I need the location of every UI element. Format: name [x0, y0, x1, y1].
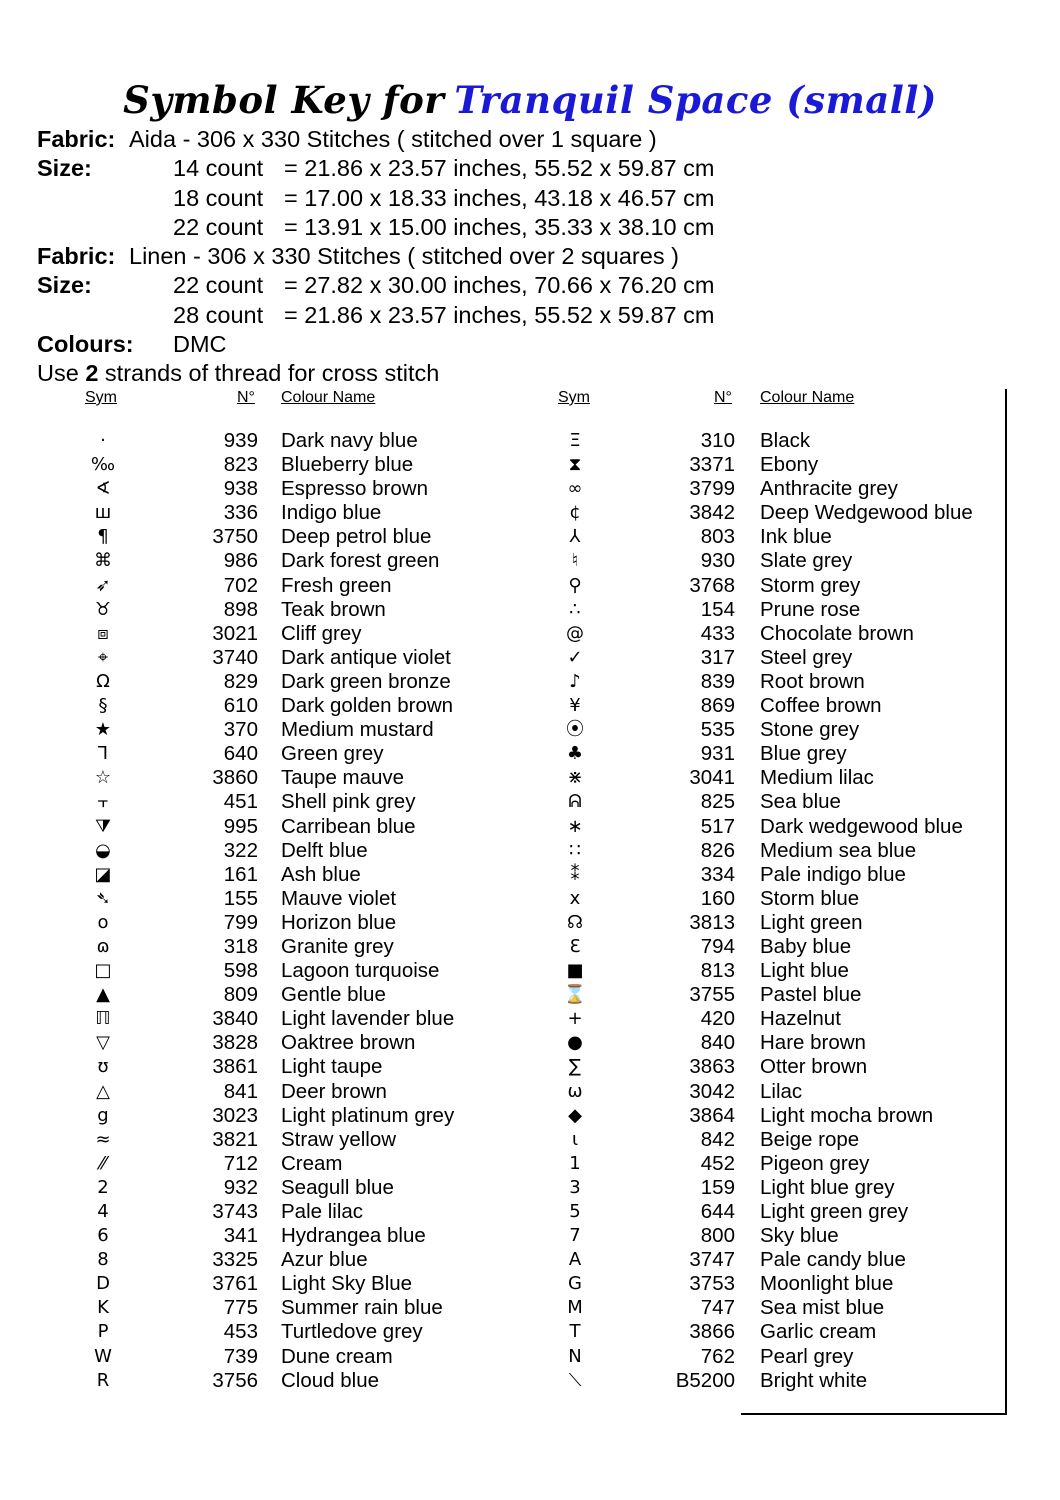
colour-name: Otter brown — [760, 1055, 868, 1079]
symbol-glyph: 7 — [569, 1225, 581, 1247]
symbol-glyph: M — [567, 1297, 583, 1319]
symbol-glyph: ★ — [94, 719, 112, 741]
symbol-glyph: ∢ — [95, 478, 111, 500]
colour-name: Medium mustard — [281, 718, 434, 742]
symbol-glyph: Ɛ — [569, 935, 581, 957]
colour-name: Pale lilac — [281, 1200, 364, 1223]
strands-post: strands of thread for cross stitch — [98, 360, 440, 386]
symbol-glyph: ♮ — [571, 550, 579, 572]
symbol-glyph: ♣ — [566, 743, 584, 765]
colour-name: Light green — [760, 910, 863, 934]
dmc-number: 420 — [700, 1007, 735, 1031]
colour-name: Coffee brown — [760, 694, 882, 718]
symbol-glyph: ⌛ — [563, 984, 587, 1006]
dmc-number: 775 — [223, 1296, 258, 1320]
dmc-number: 3021 — [212, 621, 258, 645]
dmc-number: 3813 — [689, 910, 735, 934]
colour-name: Steel grey — [760, 645, 853, 669]
dmc-number: 702 — [223, 573, 258, 597]
symbol-glyph: ¢ — [569, 502, 581, 524]
dmc-number: 3864 — [689, 1103, 735, 1127]
dmc-number: 155 — [223, 886, 258, 910]
fabric-linen-text: Linen - 306 x 330 Stitches ( stitched over 2 squares ) — [129, 243, 679, 270]
colour-name: Deep petrol blue — [281, 525, 432, 549]
colour-name: Ash blue — [281, 862, 361, 886]
dmc-number: 803 — [700, 525, 735, 549]
colour-name: Slate grey — [760, 549, 853, 573]
symbol-glyph: o — [97, 911, 109, 933]
colour-name: Sea mist blue — [760, 1296, 885, 1320]
colour-name: Turtledove grey — [281, 1320, 423, 1344]
symbol-glyph: ℿ — [95, 1008, 111, 1030]
colour-name: Medium sea blue — [760, 838, 917, 862]
size-dims: = 21.86 x 23.57 inches, 55.52 x 59.87 cm — [284, 301, 715, 328]
dmc-number: 3325 — [212, 1248, 258, 1272]
dmc-number: 3753 — [689, 1272, 735, 1296]
dmc-number: 3840 — [212, 1007, 258, 1031]
symbol-glyph: ☆ — [94, 767, 112, 789]
colour-name: Delft blue — [281, 838, 368, 862]
colour-name: Chocolate brown — [760, 621, 914, 645]
colour-name: Sky blue — [760, 1224, 839, 1248]
symbol-glyph: ᕱ — [568, 791, 582, 813]
colour-name: Light blue — [760, 959, 849, 983]
dmc-number: 433 — [700, 621, 735, 645]
symbol-glyph: ◆ — [568, 1104, 582, 1126]
colour-name: Green grey — [281, 742, 384, 766]
colour-name: Shell pink grey — [281, 790, 416, 814]
symbol-glyph: R — [96, 1369, 110, 1391]
dmc-number: 3828 — [212, 1031, 258, 1055]
symbol-glyph: A — [568, 1249, 582, 1271]
symbol-glyph: ≈ — [95, 1128, 111, 1150]
colour-name: Dark green bronze — [281, 669, 451, 693]
dmc-number: 452 — [700, 1151, 735, 1175]
symbol-glyph: ⋇ — [567, 767, 583, 789]
dmc-number: 840 — [700, 1031, 735, 1055]
colour-name: Cream — [281, 1151, 343, 1175]
size-dims: = 13.91 x 15.00 inches, 35.33 x 38.10 cm — [284, 213, 715, 240]
size-label: Size: — [37, 155, 92, 182]
title-prefix: Symbol Key for — [123, 78, 445, 122]
size-label: Size: — [37, 272, 92, 299]
symbol-glyph: ɩ — [571, 1128, 579, 1150]
dmc-number: 160 — [700, 886, 735, 910]
dmc-number: 829 — [223, 669, 258, 693]
dmc-number: 535 — [700, 718, 735, 742]
colour-name: Mauve violet — [281, 886, 397, 910]
dmc-number: 451 — [223, 790, 258, 814]
colour-name: Prune rose — [760, 597, 861, 621]
dmc-number: 318 — [223, 934, 258, 958]
dmc-number: 839 — [700, 669, 735, 693]
dmc-number: 3756 — [212, 1368, 258, 1392]
size-dims: = 21.86 x 23.57 inches, 55.52 x 59.87 cm — [284, 155, 715, 182]
header-name-left: Colour Name — [281, 389, 376, 406]
symbol-glyph: ➶ — [95, 574, 111, 596]
colour-name: Light Sky Blue — [281, 1272, 413, 1296]
colour-name: Anthracite grey — [760, 477, 898, 501]
symbol-glyph: ⟍ — [568, 1369, 582, 1391]
header-name-right: Colour Name — [760, 389, 855, 406]
symbol-glyph: ∗ — [567, 815, 583, 837]
symbol-glyph: 8 — [97, 1249, 109, 1271]
size-count: 22 count — [173, 272, 264, 299]
dmc-number: 739 — [223, 1344, 258, 1368]
header-num-left: N° — [237, 389, 255, 406]
dmc-number: 995 — [223, 814, 258, 838]
dmc-number: 161 — [223, 862, 258, 886]
size-count: 28 count — [173, 301, 264, 328]
symbol-glyph: ✓ — [567, 646, 583, 668]
symbol-glyph: ⁄⁄ — [99, 1152, 106, 1174]
colour-name: Root brown — [760, 669, 865, 693]
symbol-glyph: ◒ — [95, 839, 111, 861]
symbol-glyph: § — [98, 695, 108, 717]
symbol-glyph: ☊ — [567, 911, 583, 933]
symbol-glyph: + — [567, 1008, 583, 1030]
dmc-number: 986 — [223, 549, 258, 573]
colour-name: Light lavender blue — [281, 1007, 455, 1031]
symbol-glyph: 5 — [569, 1201, 581, 1222]
dmc-number: 3861 — [212, 1055, 258, 1079]
colour-name: Storm grey — [760, 573, 861, 597]
size-count: 14 count — [173, 155, 264, 182]
colour-name: Pigeon grey — [760, 1151, 870, 1175]
dmc-number: 154 — [700, 597, 735, 621]
dmc-number: 825 — [700, 790, 735, 814]
symbol-glyph: ▲ — [96, 984, 110, 1006]
dmc-number: B5200 — [675, 1368, 735, 1392]
colour-name: Garlic cream — [760, 1320, 877, 1344]
symbol-glyph: ⁑ — [570, 863, 580, 885]
strands-count: 2 — [85, 360, 99, 386]
symbol-glyph: ⌘ — [94, 550, 112, 572]
dmc-number: 310 — [700, 429, 735, 452]
page-title — [0, 78, 1060, 122]
dmc-number: 800 — [700, 1224, 735, 1248]
header-num-right: N° — [714, 389, 732, 406]
size-count: 22 count — [173, 213, 264, 240]
symbol-glyph: ω — [567, 1080, 583, 1102]
symbol-glyph: K — [97, 1297, 109, 1319]
colour-name: Light taupe — [281, 1055, 383, 1079]
symbol-glyph: Ξ — [569, 430, 581, 451]
colour-name: Cliff grey — [281, 621, 362, 645]
colour-name: Dune cream — [281, 1344, 393, 1368]
colour-name: Hazelnut — [760, 1007, 841, 1031]
colour-name: Espresso brown — [281, 477, 428, 501]
dmc-number: 341 — [223, 1224, 258, 1248]
colour-name: Sea blue — [760, 790, 841, 814]
symbol-glyph: ∴ — [569, 598, 581, 620]
colour-name: Hare brown — [760, 1031, 866, 1055]
symbol-glyph: □ — [94, 960, 112, 982]
dmc-number: 762 — [700, 1344, 735, 1368]
colour-name: Bright white — [760, 1368, 868, 1392]
dmc-number: 644 — [700, 1200, 735, 1223]
colour-name: Cloud blue — [281, 1368, 380, 1392]
strands-pre: Use — [37, 360, 86, 386]
dmc-number: 640 — [223, 742, 258, 766]
colour-name: Dark antique violet — [281, 645, 451, 669]
pattern-name: Tranquil Space (small) — [454, 78, 937, 122]
colour-name: Light mocha brown — [760, 1103, 934, 1127]
dmc-number: 809 — [223, 983, 258, 1007]
symbol-glyph: g — [97, 1104, 109, 1126]
symbol-glyph: · — [100, 430, 106, 451]
colour-name: Deep Wedgewood blue — [760, 501, 973, 525]
dmc-number: 826 — [700, 838, 735, 862]
colour-name: Moonlight blue — [760, 1272, 894, 1296]
symbol-glyph: ⧗ — [568, 454, 582, 476]
symbol-glyph: 3 — [569, 1176, 581, 1198]
colour-name: Horizon blue — [281, 910, 397, 934]
colour-name: Summer rain blue — [281, 1296, 443, 1320]
strands-instruction — [37, 360, 439, 387]
colour-name: Dark forest green — [281, 549, 440, 573]
symbol-glyph: G — [568, 1273, 582, 1295]
symbol-glyph: ⧈ — [97, 622, 109, 644]
dmc-number: 842 — [700, 1127, 735, 1151]
dmc-number: 159 — [700, 1175, 735, 1199]
dmc-number: 3041 — [689, 766, 735, 790]
colour-name: Taupe mauve — [281, 766, 405, 790]
colour-name: Light green grey — [760, 1200, 909, 1223]
dmc-number: 370 — [223, 718, 258, 742]
symbol-glyph: W — [94, 1345, 112, 1367]
dmc-number: 3768 — [689, 573, 735, 597]
dmc-number: 3799 — [689, 477, 735, 501]
colour-name: Indigo blue — [281, 501, 382, 525]
colour-name: Fresh green — [281, 573, 392, 597]
header-sym-right: Sym — [558, 389, 590, 406]
dmc-number: 931 — [700, 742, 735, 766]
colour-name: Azur blue — [281, 1248, 368, 1272]
dmc-number: 939 — [223, 429, 258, 452]
dmc-number: 3863 — [689, 1055, 735, 1079]
symbol-glyph: ■ — [566, 960, 584, 982]
dmc-number: 3860 — [212, 766, 258, 790]
colour-name: Light blue grey — [760, 1175, 895, 1199]
colour-name: Light platinum grey — [281, 1103, 455, 1127]
colour-name: Granite grey — [281, 934, 394, 958]
symbol-glyph: @ — [566, 622, 584, 644]
symbol-glyph: D — [96, 1273, 110, 1295]
dmc-number: 3866 — [689, 1320, 735, 1344]
colour-name: Pale candy blue — [760, 1248, 906, 1272]
colour-name: Storm blue — [760, 886, 860, 910]
dmc-number: 869 — [700, 694, 735, 718]
dmc-number: 938 — [223, 477, 258, 501]
size-dims: = 17.00 x 18.33 inches, 43.18 x 46.57 cm — [284, 184, 715, 211]
symbol-glyph: ‰ — [90, 454, 116, 476]
symbol-glyph: ʊ — [97, 1056, 109, 1078]
colour-name: Dark wedgewood blue — [760, 814, 963, 838]
dmc-number: 3761 — [212, 1272, 258, 1296]
symbol-glyph: x — [569, 887, 581, 909]
symbol-glyph: ɷ — [96, 935, 110, 957]
symbol-glyph: ⅄ — [569, 526, 581, 548]
colour-name: Hydrangea blue — [281, 1224, 426, 1248]
fabric-aida-text: Aida - 306 x 330 Stitches ( stitched over 1 square ) — [129, 126, 657, 152]
dmc-number: 453 — [223, 1320, 258, 1344]
symbol-glyph: ⦿ — [566, 719, 584, 741]
colour-name: Blueberry blue — [281, 453, 414, 477]
dmc-number: 317 — [700, 645, 735, 669]
colour-name: Pale indigo blue — [760, 862, 906, 886]
symbol-glyph: ♉ — [94, 598, 112, 620]
dmc-number: 3750 — [212, 525, 258, 549]
colour-name: Straw yellow — [281, 1127, 397, 1151]
dmc-number: 799 — [223, 910, 258, 934]
symbol-glyph: ш — [94, 502, 112, 524]
symbol-glyph: ♪ — [569, 670, 581, 692]
colour-name: Dark golden brown — [281, 694, 454, 718]
dmc-number: 794 — [700, 934, 735, 958]
symbol-glyph: ➴ — [95, 887, 111, 909]
symbol-glyph: T — [569, 1321, 581, 1343]
dmc-number: 334 — [700, 862, 735, 886]
symbol-glyph: ⌖ — [97, 646, 109, 668]
symbol-glyph: ⫟ — [97, 791, 109, 813]
symbol-glyph: ⧩ — [94, 815, 112, 837]
dmc-number: 712 — [223, 1151, 258, 1175]
symbol-glyph: 6 — [97, 1225, 109, 1247]
symbol-glyph: Ω — [96, 670, 110, 692]
dmc-number: 3371 — [689, 453, 735, 477]
colour-name: Medium lilac — [760, 766, 874, 790]
colour-name: Seagull blue — [281, 1175, 394, 1199]
dmc-number: 3023 — [212, 1103, 258, 1127]
dmc-number: 813 — [700, 959, 735, 983]
dmc-number: 3755 — [689, 983, 735, 1007]
colour-name: Oaktree brown — [281, 1031, 416, 1055]
symbol-glyph: ∷ — [569, 839, 581, 861]
colours-label: Colours: — [37, 331, 134, 358]
right-border-line — [1005, 389, 1007, 1415]
symbol-glyph: 2 — [97, 1176, 109, 1198]
symbol-glyph: Ꞁ — [97, 743, 109, 765]
dmc-number: 517 — [700, 814, 735, 838]
dmc-number: 3821 — [212, 1127, 258, 1151]
symbol-glyph: ¥ — [569, 695, 581, 717]
colour-name: Beige rope — [760, 1127, 860, 1151]
dmc-number: 898 — [223, 597, 258, 621]
symbol-glyph: 4 — [97, 1201, 109, 1222]
dmc-number: 3042 — [689, 1079, 735, 1103]
dmc-number: 3743 — [212, 1200, 258, 1223]
dmc-number: 3740 — [212, 645, 258, 669]
dmc-number: 322 — [223, 838, 258, 862]
symbol-glyph: ▽ — [96, 1032, 110, 1054]
dmc-number: 932 — [223, 1175, 258, 1199]
symbol-glyph: P — [97, 1321, 109, 1343]
colour-name: Dark navy blue — [281, 429, 418, 452]
dmc-number: 336 — [223, 501, 258, 525]
dmc-number: 930 — [700, 549, 735, 573]
dmc-number: 598 — [223, 959, 258, 983]
fabric-label: Fabric: — [37, 243, 116, 270]
colour-name: Stone grey — [760, 718, 860, 742]
fabric-label: Fabric: — [37, 126, 116, 152]
colour-name: Ebony — [760, 453, 819, 477]
colour-name: Ink blue — [760, 525, 832, 549]
colour-name: Deer brown — [281, 1079, 387, 1103]
colour-name: Baby blue — [760, 934, 852, 958]
colour-name: Blue grey — [760, 742, 847, 766]
dmc-number: 3747 — [689, 1248, 735, 1272]
colour-name: Lilac — [760, 1079, 803, 1103]
dmc-number: 610 — [223, 694, 258, 718]
dmc-number: 3842 — [689, 501, 735, 525]
symbol-glyph: △ — [96, 1080, 110, 1102]
colours-brand: DMC — [173, 331, 227, 358]
size-dims: = 27.82 x 30.00 inches, 70.66 x 76.20 cm — [284, 272, 715, 299]
symbol-glyph: ∞ — [567, 478, 583, 500]
colour-name: Teak brown — [281, 597, 386, 621]
colour-name: Gentle blue — [281, 983, 386, 1007]
colour-name: Pastel blue — [760, 983, 862, 1007]
colour-name: Pearl grey — [760, 1344, 854, 1368]
colour-name: Carribean blue — [281, 814, 416, 838]
symbol-glyph: N — [568, 1345, 582, 1367]
dmc-number: 841 — [223, 1079, 258, 1103]
symbol-glyph: 1 — [569, 1152, 581, 1174]
symbol-glyph: ¶ — [97, 526, 109, 548]
dmc-number: 747 — [700, 1296, 735, 1320]
symbol-glyph: ⚲ — [568, 574, 582, 596]
symbol-glyph: ● — [567, 1032, 583, 1054]
dmc-number: 823 — [223, 453, 258, 477]
colour-name: Lagoon turquoise — [281, 959, 440, 983]
symbol-glyph: ◪ — [94, 863, 112, 885]
symbol-glyph: ∑ — [568, 1056, 582, 1078]
colour-name: Black — [760, 429, 811, 452]
size-count: 18 count — [173, 184, 264, 211]
header-sym-left: Sym — [85, 389, 117, 406]
bottom-border-line — [741, 1413, 1007, 1415]
